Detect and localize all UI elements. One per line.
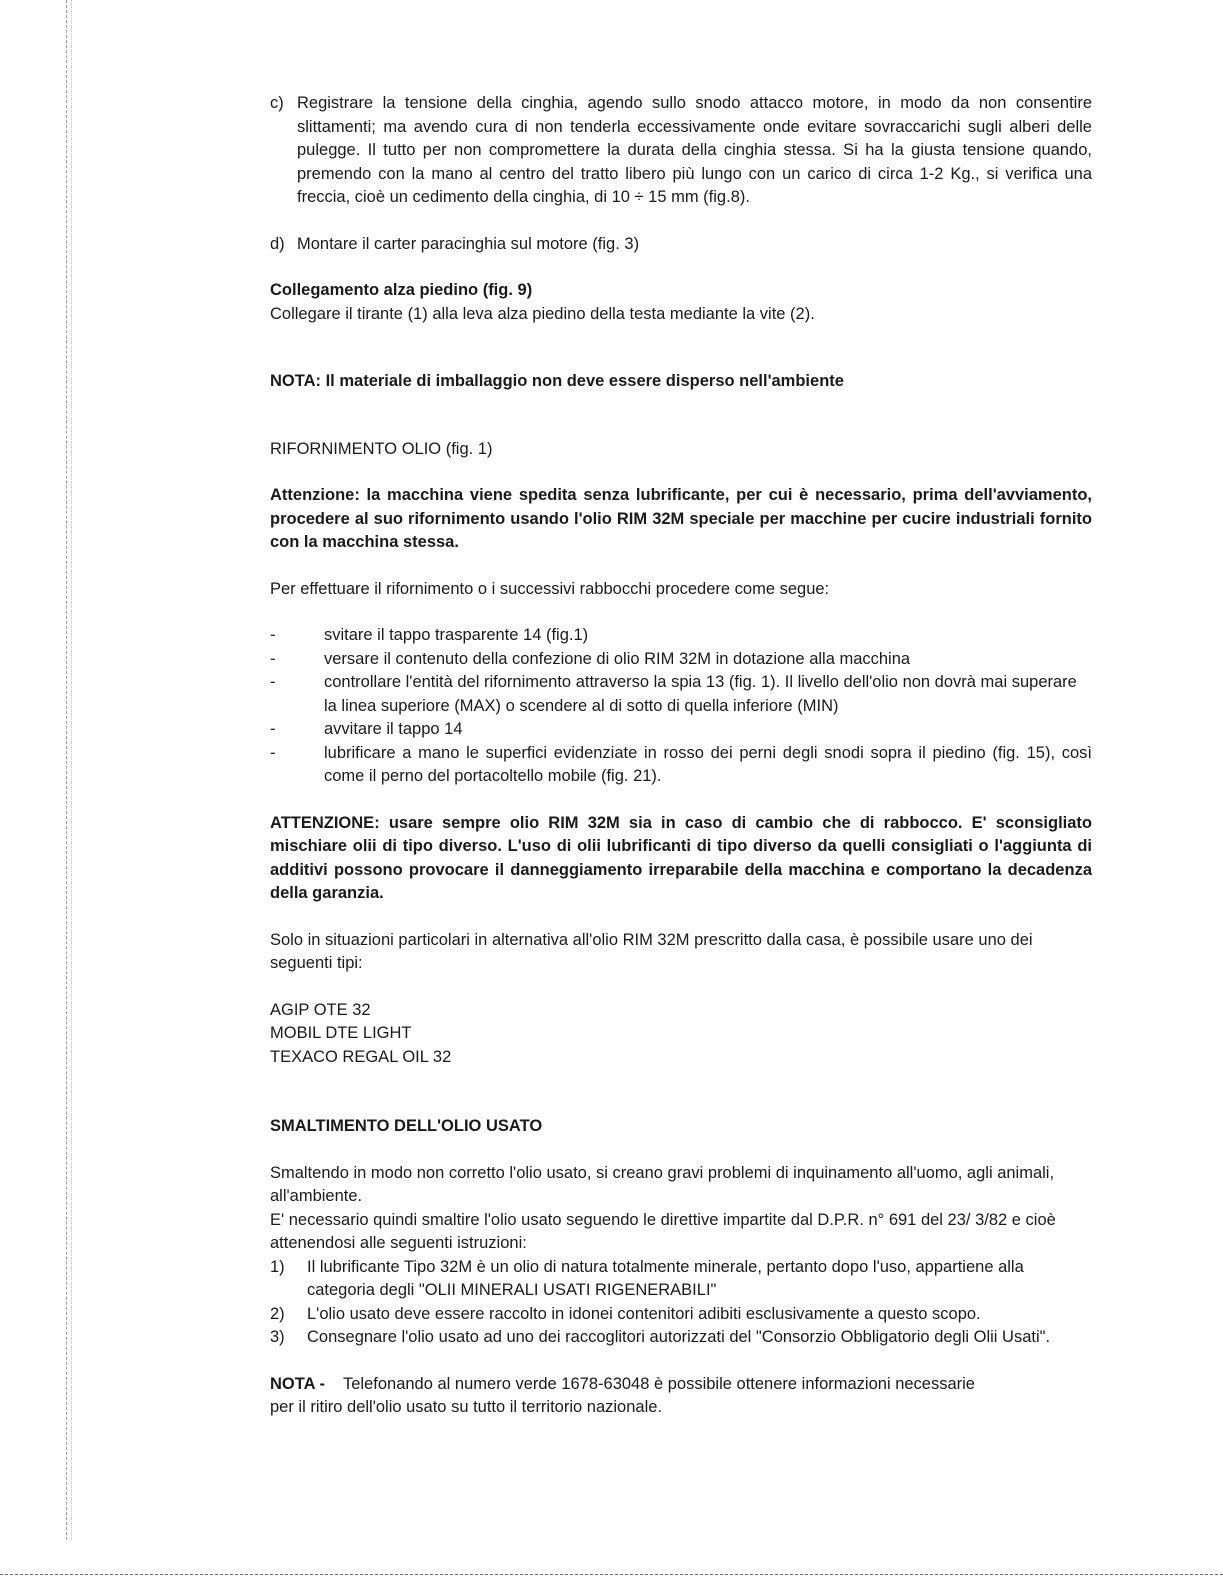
nota-text-continuation: per il ritiro dell'olio usato su tutto il territorio nazionale. [270, 1398, 663, 1416]
item-text: L'olio usato deve essere raccolto in idonei contenitori adibiti esclusivamente a questo scopo. [307, 1304, 981, 1323]
rifornimento-step [270, 648, 1092, 672]
oil-item: AGIP OTE 32 [270, 1000, 371, 1019]
scan-edge-line-secondary [71, 0, 72, 1540]
collegamento-heading: Collegamento alza piedino (fig. 9) [270, 281, 533, 299]
step-marker: - [270, 673, 276, 691]
rifornimento-intro: Per effettuare il rifornimento o i successivi rabbocchi procedere come segue: [270, 579, 830, 598]
instruction-c [270, 92, 1092, 210]
smaltimento-p1: Smaltendo in modo non corretto l'olio usato, si creano gravi problemi di inquinamento all'uomo, agli animali, all'ambiente. [270, 1163, 1055, 1205]
rifornimento-attenzione-2: ATTENZIONE: usare sempre olio RIM 32M sia in caso di cambio che di rabbocco. E' sconsigliato mischiare olii di tipo diverso. L'uso di olii lubrificanti di tipo diverso da quelli consigliati o l'aggiunta di additivi possono provocare il danneggiamento irreparabile della macchina e comportano la decadenza della garanzia. [270, 813, 1092, 902]
step-text: controllare l'entità del rifornimento attraverso la spia 13 (fig. 1). Il livello dell'olio non dovrà mai superare la linea superiore (MAX) o scendere al di sotto di quella inferiore (MIN) [324, 673, 1077, 715]
instruction-d [270, 233, 1092, 257]
instruction-d-text: Montare il carter paracinghia sul motore (fig. 3) [297, 234, 640, 253]
step-text: avvitare il tappo 14 [324, 720, 463, 738]
oil-item: MOBIL DTE LIGHT [270, 1024, 412, 1042]
rifornimento-attenzione: Attenzione: la macchina viene spedita senza lubrificante, per cui è necessario, prima dell'avviamento, procedere al suo rifornimento usando l'olio RIM 32M speciale per macchine per cucire industriali fornito con la macchina stessa. [270, 486, 1092, 551]
rifornimento-step [270, 671, 1092, 718]
instruction-d-label: d) [270, 234, 285, 253]
rifornimento-step [270, 718, 1092, 742]
oil-list [270, 999, 1092, 1070]
step-text: lubrificare a mano le superfici evidenziate in rosso dei perni degli snodi sopra il piedino (fig. 15), così come il perno del portacoltello mobile (fig. 21). [324, 743, 1092, 785]
smaltimento-item [270, 1256, 1092, 1303]
rifornimento-step [270, 742, 1092, 789]
item-marker: 2) [270, 1304, 285, 1323]
item-text: Il lubrificante Tipo 32M è un olio di natura totalmente minerale, pertanto dopo l'uso, appartiene alla categoria degli "OLII MINERALI USATI RIGENERABILI" [307, 1257, 1024, 1299]
smaltimento-instructions [270, 1256, 1092, 1350]
smaltimento-item [270, 1326, 1092, 1350]
nota-text: Telefonando al numero verde 1678-63048 è possibile ottenere informazioni necessarie [343, 1374, 975, 1393]
item-marker: 3) [270, 1328, 285, 1346]
step-text: versare il contenuto della confezione di olio RIM 32M in dotazione alla macchina [324, 649, 911, 668]
smaltimento-p2: E' necessario quindi smaltire l'olio usato seguendo le direttive impartite dal D.P.R. n° 691 del 23/ 3/82 e cioè attenendosi alle seguenti istruzioni: [270, 1210, 1056, 1252]
step-marker: - [270, 626, 276, 644]
oil-item: TEXACO REGAL OIL 32 [270, 1047, 452, 1066]
step-text: svitare il tappo trasparente 14 (fig.1) [324, 626, 589, 644]
document-body [270, 92, 1092, 1420]
rifornimento-heading: RIFORNIMENTO OLIO (fig. 1) [270, 439, 493, 458]
nota-label: NOTA - [270, 1374, 325, 1393]
smaltimento-nota [270, 1373, 1092, 1420]
step-marker: - [270, 743, 276, 762]
bottom-scan-rule [0, 1574, 1223, 1575]
instruction-c-text: Registrare la tensione della cinghia, agendo sullo snodo attacco motore, in modo da non consentire slittamenti; ma avendo cura di non tenderla eccessivamente onde evitare sovraccarichi sugli alberi delle pulegge. Il tutto per non compromettere la durata della cinghia stessa. Si ha la giusta tensione quando, premendo con la mano al centro del tratto libero più lungo con un carico di circa 1-2 Kg., si verifica una freccia, cioè un cedimento della cinghia, di 10 ÷ 15 mm (fig.8). [297, 94, 1092, 206]
item-text: Consegnare l'olio usato ad uno dei raccoglitori autorizzati del "Consorzio Obbligatorio degli Olii Usati". [307, 1328, 1051, 1346]
item-marker: 1) [270, 1257, 285, 1276]
rifornimento-alternativa: Solo in situazioni particolari in alternativa all'olio RIM 32M prescritto dalla casa, è possibile usare uno dei seguenti tipi: [270, 930, 1033, 972]
smaltimento-item [270, 1303, 1092, 1327]
smaltimento-heading: SMALTIMENTO DELL'OLIO USATO [270, 1117, 543, 1135]
nota-line [270, 1373, 1092, 1397]
rifornimento-steps [270, 624, 1092, 789]
step-marker: - [270, 720, 276, 738]
rifornimento-step [270, 624, 1092, 648]
step-marker: - [270, 649, 276, 668]
scan-edge-line [66, 0, 67, 1540]
instruction-c-label: c) [270, 94, 284, 112]
collegamento-text: Collegare il tirante (1) alla leva alza piedino della testa mediante la vite (2). [270, 304, 815, 323]
nota-imballaggio: NOTA: Il materiale di imballaggio non deve essere disperso nell'ambiente [270, 372, 844, 390]
